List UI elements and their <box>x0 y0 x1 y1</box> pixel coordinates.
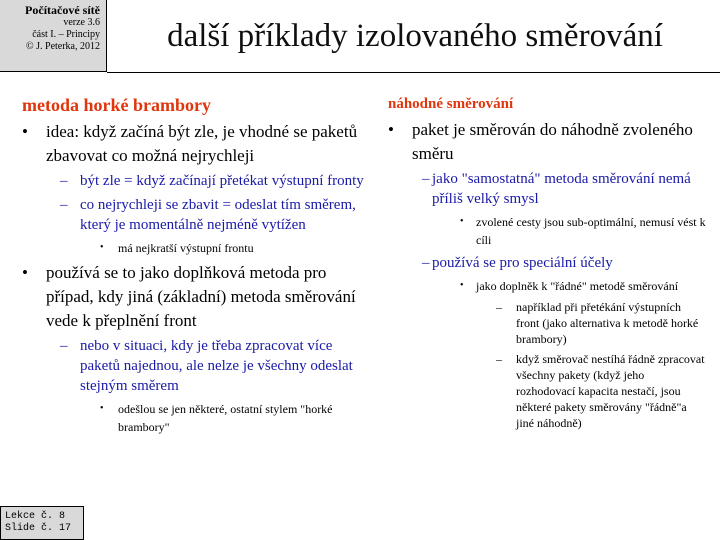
bullet-dot: • <box>22 122 28 141</box>
left-heading: metoda horké brambory <box>22 95 211 115</box>
left-point-2 <box>22 261 370 333</box>
left-subpoint-3-text: nebo v situaci, kdy je třeba zpracovat více paketů najednou, ale nelze je všechny odeslat stejným směrem <box>80 338 353 394</box>
lecture-number: Lekce č. 8 <box>5 511 66 522</box>
right-point-1 <box>388 118 706 166</box>
right-level4-point-2-text: když směrovač nestíhá řádně zpracovat všechny pakety (když jeho rozhodovací kapacita nestačí, jsou některé pakety směrovány "řádně"a jiné náhodně) <box>516 352 705 430</box>
bullet-dash: – <box>496 300 502 314</box>
bullet-dash: – <box>60 197 68 213</box>
bullet-dot: • <box>100 403 104 414</box>
left-subsubpoint-2-text: odešlou se jen některé, ostatní stylem "horké brambory" <box>118 402 333 434</box>
slide-footer <box>0 506 84 540</box>
left-subpoint-2-text: co nejrychleji se zbavit = odeslat tím směrem, který je momentálně nejméně vytížen <box>80 197 356 233</box>
course-info-box <box>0 0 107 72</box>
right-subpoint-2-text: používá se pro speciální účely <box>432 255 613 271</box>
bullet-dash: – <box>422 255 430 271</box>
right-subpoint-1-text: jako "samostatná" metoda směrování nemá příliš velký smysl <box>432 171 691 207</box>
right-subpoint-1 <box>388 169 706 209</box>
course-part: část I. – Principy <box>32 29 100 40</box>
slide-title: další příklady izolovaného směrování <box>167 18 663 54</box>
bullet-dot: • <box>100 242 104 253</box>
left-subpoint-1-text: být zle = když začínají přetékat výstupní fronty <box>80 173 364 189</box>
right-subsubpoint-2-text: jako doplněk k "řádné" metodě směrování <box>476 279 679 293</box>
header-divider <box>107 72 720 73</box>
right-level4-point-1-text: například při přetékání výstupních front (jako alternativa k metodě horké brambory) <box>516 300 699 346</box>
left-column <box>22 94 370 440</box>
left-subsubpoint-2 <box>22 400 370 436</box>
bullet-dot: • <box>388 120 394 139</box>
bullet-dot: • <box>22 263 28 282</box>
course-version: verze 3.6 <box>63 17 100 28</box>
left-subpoint-1 <box>22 171 370 191</box>
left-point-1-text: idea: když začíná být zle, je vhodné se paketů zbavovat co možná nejrychleji <box>46 122 358 165</box>
right-point-1-text: paket je směrován do náhodně zvoleného směru <box>412 120 693 163</box>
bullet-dash: – <box>422 171 430 187</box>
bullet-dash: – <box>496 352 502 366</box>
bullet-dot: • <box>460 216 464 227</box>
slide-number: Slide č. 17 <box>5 523 72 534</box>
right-column <box>388 94 706 435</box>
right-level4-point-1 <box>388 299 706 347</box>
right-heading: náhodné směrování <box>388 96 514 112</box>
left-subsubpoint-1-text: má nejkratší výstupní frontu <box>118 241 254 255</box>
right-subsubpoint-2 <box>388 277 706 295</box>
right-level4-point-2 <box>388 351 706 431</box>
left-point-2-text: používá se to jako doplňková metoda pro případ, kdy jiná (základní) metoda směrování vede k přeplnění front <box>46 263 356 330</box>
course-copyright: © J. Peterka, 2012 <box>26 41 100 52</box>
course-name: Počítačové sítě <box>25 3 100 17</box>
right-subpoint-2 <box>388 253 706 273</box>
right-subsubpoint-1 <box>388 213 706 249</box>
left-subpoint-3 <box>22 336 370 396</box>
left-subpoint-2 <box>22 195 370 235</box>
left-point-1 <box>22 120 370 168</box>
right-subsubpoint-1-text: zvolené cesty jsou sub-optimální, nemusí vést k cíli <box>476 215 706 247</box>
bullet-dash: – <box>60 173 68 189</box>
left-subsubpoint-1 <box>22 239 370 257</box>
bullet-dash: – <box>60 338 68 354</box>
bullet-dot: • <box>460 280 464 291</box>
